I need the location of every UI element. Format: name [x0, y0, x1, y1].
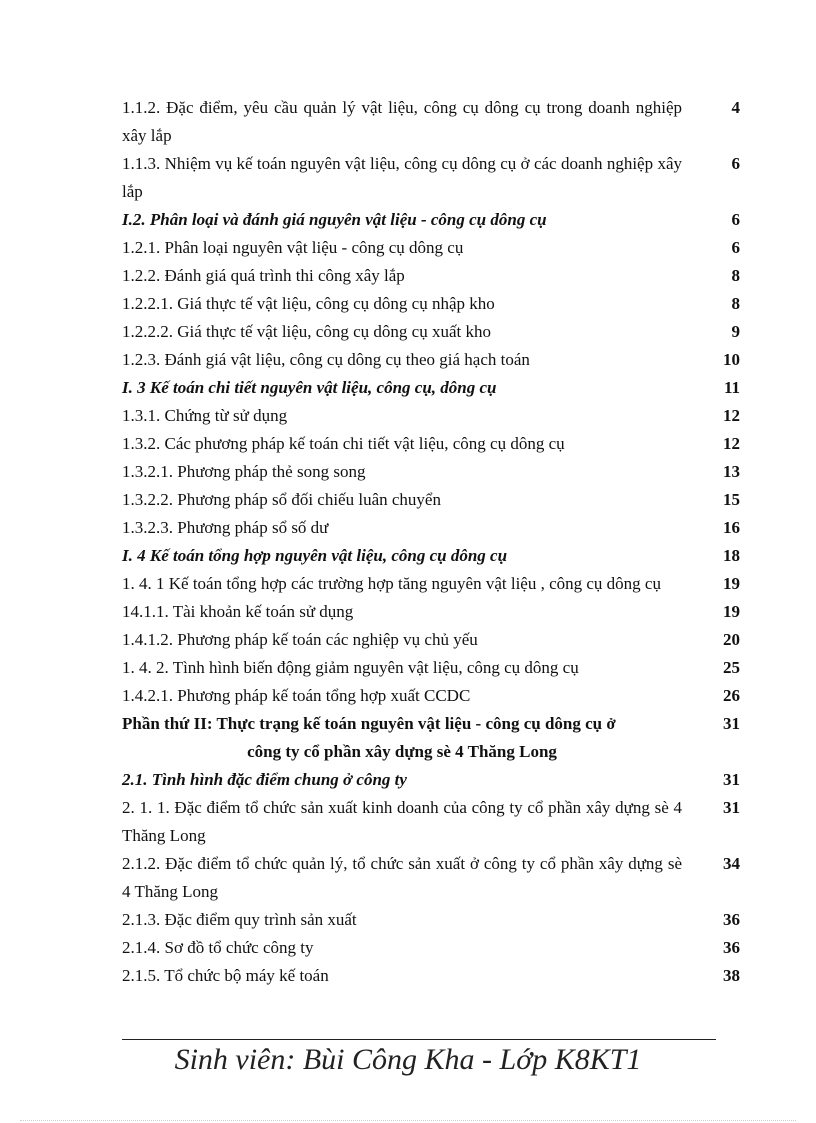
toc-entry-text: 14.1.1. Tài khoản kế toán sử dụng — [122, 602, 354, 621]
toc-entry[interactable] — [122, 514, 744, 542]
toc-entry-text: 1.3.2.1. Phương pháp thẻ song song — [122, 462, 366, 481]
toc-entry[interactable] — [122, 402, 744, 430]
toc-entry[interactable] — [122, 346, 744, 374]
toc-entry-text: 2. 1. 1. Đặc điểm tổ chức sản xuất kinh doanh của công ty cổ phần xây dựng sè 4 Thăng Long — [122, 798, 682, 845]
part-heading-line-1: Phần thứ II: Thực trạng kế toán nguyên vật liệu - công cụ dông cụ ở — [122, 714, 616, 733]
toc-entry-text: 1.3.2. Các phương pháp kế toán chi tiết vật liệu, công cụ dông cụ — [122, 434, 565, 453]
toc-entry-text: 1.2.2.1. Giá thực tế vật liệu, công cụ dông cụ nhập kho — [122, 294, 495, 313]
toc-entry-text: I. 4 Kế toán tổng hợp nguyên vật liệu, công cụ dông cụ — [122, 546, 508, 565]
toc-entry-page: 8 — [731, 266, 740, 285]
toc-entry-page: 4 — [731, 98, 740, 117]
table-of-contents — [122, 94, 744, 990]
toc-entry-text: 1.2.3. Đánh giá vật liệu, công cụ dông cụ theo giá hạch toán — [122, 350, 530, 369]
toc-entry-part-2[interactable] — [122, 710, 744, 766]
toc-entry[interactable] — [122, 962, 744, 990]
toc-entry-text: 1. 4. 1 Kế toán tổng hợp các trường hợp tăng nguyên vật liệu , công cụ dông cụ — [122, 574, 661, 593]
toc-entry-page: 31 — [723, 714, 740, 733]
toc-section-heading[interactable] — [122, 542, 744, 570]
toc-entry[interactable] — [122, 150, 744, 206]
toc-entry-page: 20 — [723, 630, 740, 649]
toc-entry-page: 15 — [723, 490, 740, 509]
toc-entry[interactable] — [122, 906, 744, 934]
toc-entry-text: 1.1.3. Nhiệm vụ kế toán nguyên vật liệu, công cụ dông cụ ở các doanh nghiệp xây lắp — [122, 154, 682, 201]
toc-entry-text: 2.1.5. Tổ chức bộ máy kế toán — [122, 966, 329, 985]
toc-entry-page: 18 — [723, 546, 740, 565]
toc-section-heading[interactable] — [122, 206, 744, 234]
toc-entry-page: 31 — [723, 770, 740, 789]
toc-entry[interactable] — [122, 934, 744, 962]
toc-entry-page: 11 — [723, 378, 740, 397]
toc-entry[interactable] — [122, 458, 744, 486]
toc-entry-page: 6 — [731, 154, 740, 173]
toc-entry-text: 1.2.2.2. Giá thực tế vật liệu, công cụ dông cụ xuất kho — [122, 322, 491, 341]
toc-entry-text: 2.1.4. Sơ đồ tổ chức công ty — [122, 938, 314, 957]
toc-entry-page: 6 — [731, 210, 740, 229]
toc-entry-page: 25 — [723, 658, 740, 677]
toc-entry-page: 31 — [723, 798, 740, 817]
toc-entry-text: 1.3.2.3. Phương pháp sổ số dư — [122, 518, 329, 537]
toc-entry-page: 12 — [723, 434, 740, 453]
toc-entry[interactable] — [122, 626, 744, 654]
toc-entry-text — [122, 710, 682, 766]
toc-entry[interactable] — [122, 850, 744, 906]
toc-entry[interactable] — [122, 94, 744, 150]
page-footer: Sinh viên: Bùi Công Kha - Lớp K8KT1 — [174, 1043, 642, 1076]
toc-entry-page: 13 — [723, 462, 740, 481]
toc-entry-page: 36 — [723, 938, 740, 957]
toc-entry[interactable] — [122, 234, 744, 262]
toc-entry-page: 9 — [731, 322, 740, 341]
toc-entry-page: 19 — [723, 574, 740, 593]
toc-group-part-1 — [122, 94, 744, 710]
toc-entry-text: 1.1.2. Đặc điểm, yêu cầu quản lý vật liệu, công cụ dông cụ trong doanh nghiệp xây lắp — [122, 98, 682, 145]
toc-section-heading[interactable] — [122, 766, 744, 794]
toc-entry[interactable] — [122, 430, 744, 458]
toc-entry-page: 36 — [723, 910, 740, 929]
toc-entry-page: 8 — [731, 294, 740, 313]
toc-entry-page: 16 — [723, 518, 740, 537]
page-edge — [20, 1120, 796, 1121]
toc-entry-text: 2.1.3. Đặc điểm quy trình sản xuất — [122, 910, 357, 929]
toc-entry-text: I. 3 Kế toán chi tiết nguyên vật liệu, công cụ, dông cụ — [122, 378, 497, 397]
toc-section-heading[interactable] — [122, 374, 744, 402]
toc-entry-page: 34 — [723, 854, 740, 873]
toc-entry-text: 1.3.1. Chứng từ sử dụng — [122, 406, 288, 425]
toc-entry[interactable] — [122, 654, 744, 682]
toc-entry-text: 1.2.2. Đánh giá quá trình thi công xây lắp — [122, 266, 405, 285]
toc-entry-page: 38 — [723, 966, 740, 985]
toc-entry-text: 2.1. Tình hình đặc điểm chung ở công ty — [122, 770, 407, 789]
toc-entry[interactable] — [122, 598, 744, 626]
toc-entry[interactable] — [122, 318, 744, 346]
toc-entry-page: 26 — [723, 686, 740, 705]
toc-entry-text: I.2. Phân loại và đánh giá nguyên vật liệu - công cụ dông cụ — [122, 210, 547, 229]
part-heading-line-2: công ty cổ phần xây dựng sè 4 Thăng Long — [247, 742, 557, 761]
toc-entry-text: 1.3.2.2. Phương pháp sổ đối chiếu luân chuyển — [122, 490, 441, 509]
toc-entry[interactable] — [122, 682, 744, 710]
toc-entry-page: 10 — [723, 350, 740, 369]
toc-entry[interactable] — [122, 794, 744, 850]
toc-entry-text: 1.4.1.2. Phương pháp kế toán các nghiệp vụ chủ yếu — [122, 630, 478, 649]
toc-entry[interactable] — [122, 262, 744, 290]
toc-entry[interactable] — [122, 486, 744, 514]
toc-entry-text: 1. 4. 2. Tình hình biến động giảm nguyên vật liệu, công cụ dông cụ — [122, 658, 579, 677]
toc-entry-text: 2.1.2. Đặc điểm tổ chức quản lý, tổ chức sản xuất ở công ty cổ phần xây dựng sè 4 Thăng Long — [122, 854, 682, 901]
toc-entry-text: 1.4.2.1. Phương pháp kế toán tổng hợp xuất CCDC — [122, 686, 471, 705]
toc-entry[interactable] — [122, 570, 744, 598]
toc-entry-page: 19 — [723, 602, 740, 621]
toc-entry-page: 6 — [731, 238, 740, 257]
toc-entry[interactable] — [122, 290, 744, 318]
toc-entry-page: 12 — [723, 406, 740, 425]
toc-entry-text: 1.2.1. Phân loại nguyên vật liệu - công cụ dông cụ — [122, 238, 464, 257]
toc-group-part-2 — [122, 766, 744, 990]
